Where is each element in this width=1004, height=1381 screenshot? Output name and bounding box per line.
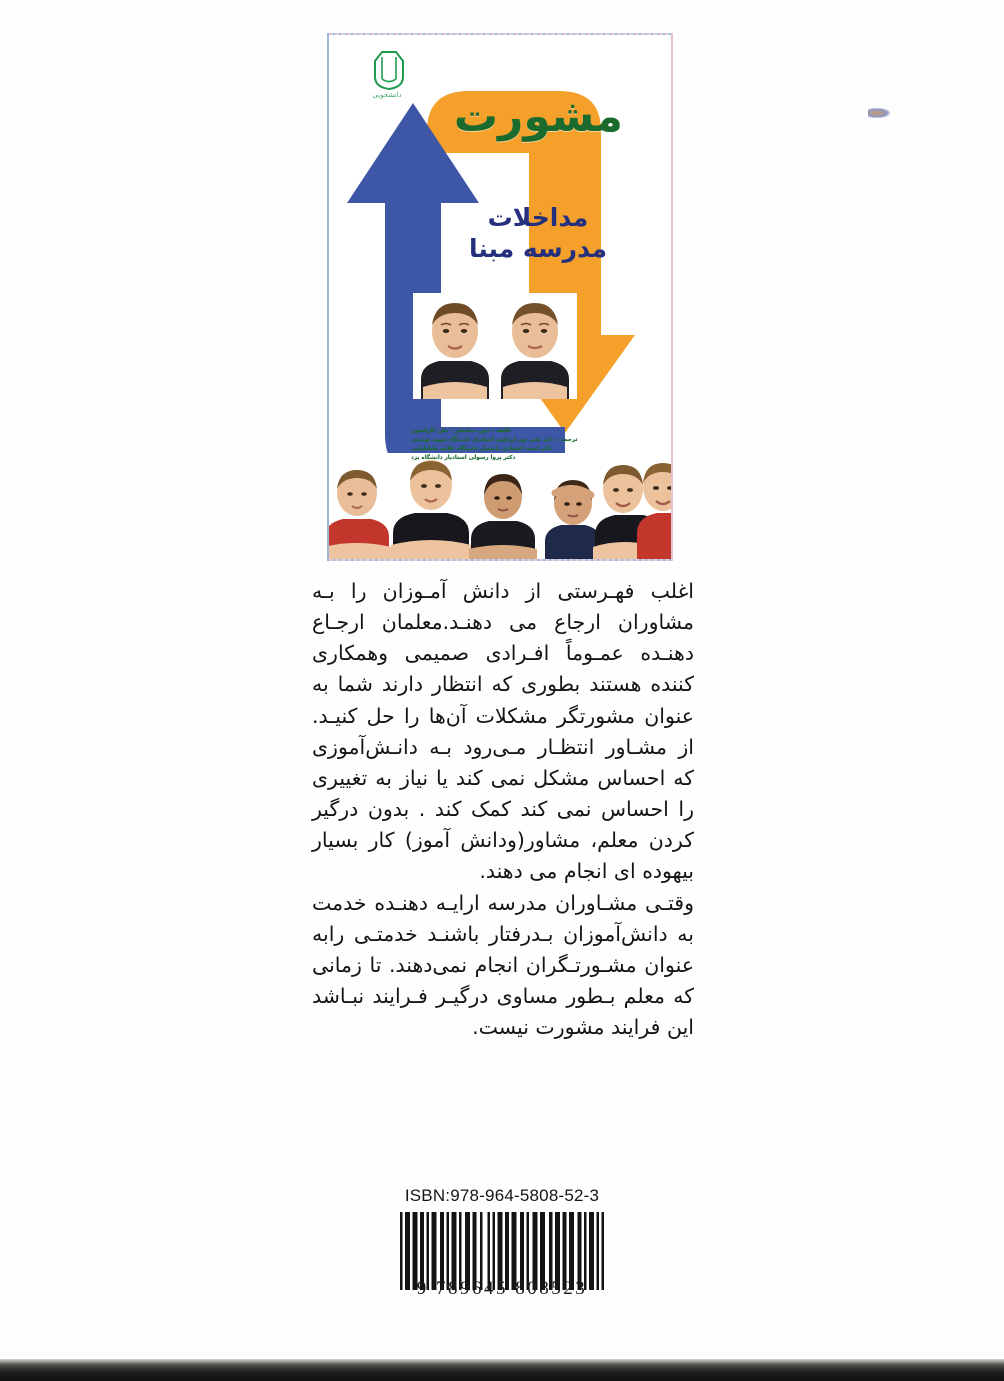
blurb-paragraph-1: اغلب فهـرستی از دانش آمـوزان را بـه مشاوران ارجاع می دهنـد.معلمان ارجـاع دهنـده عمـوماً افـرادی صمیمی وهمکاری کننده هستند بطوری که انتظار دارند شما به عنوان مشورتگر مشکلات آن‌ها را حل کنیـد. از مشـاور انتظـار مـی‌رود بـه دانـش‌آموزی که احساس مشکل نمی کند یا نیاز به تغییری را احساس نمی کند کمک کند . بدون درگیر کردن معلم، مشاور(ودانش آموز) کار بسیار بیهوده ای انجام می دهند. bbox=[312, 579, 694, 884]
cover-artwork bbox=[329, 35, 671, 559]
scanner-bottom-edge bbox=[0, 1359, 1004, 1381]
isbn-text: ISBN:978-964-5808-52-3 bbox=[404, 1186, 600, 1205]
scan-artifact-speck bbox=[868, 108, 890, 118]
cover-main-title: مشورت bbox=[453, 91, 623, 142]
credit-line-author: تالیف : دون دینکمایر - جان کارلسون bbox=[411, 428, 512, 434]
back-cover-blurb bbox=[312, 576, 694, 1043]
cover-subtitle bbox=[469, 203, 607, 264]
blurb-paragraph-2: وقتـی مشـاوران مدرسه ارایـه دهنـده خدمت به دانش‌آموزان بـدرفتار باشنـد خدمتـی رابه عنوان مشـورتـگران انجام نمی‌دهند. تا زمانی که معلم بـطور مساوی درگیـر فـرایند نبـاشد این فرایند مشورت نیست. bbox=[312, 890, 694, 1040]
publisher-logo-script: دانشجویی bbox=[372, 91, 402, 99]
credit-line-translator-3: دکتر پروا رسولی استادیار دانشگاه یزد bbox=[411, 455, 516, 462]
photo-two-boys bbox=[413, 293, 577, 399]
logo-book-base bbox=[382, 79, 396, 82]
book-cover-image bbox=[318, 24, 682, 570]
logo-book-pages bbox=[382, 57, 396, 79]
barcode-digits: 9 789645 808523 bbox=[416, 1278, 588, 1299]
isbn-barcode bbox=[400, 1212, 604, 1300]
credit-line-translator-1: ترجمه : دکتر تقی پور ابراهیم استادیار دانشگاه شهید بهشتی bbox=[411, 437, 578, 444]
publisher-logo bbox=[359, 43, 415, 115]
isbn-block bbox=[0, 1186, 1004, 1300]
cover-subtitle-line-2: مدرسه مبنا bbox=[468, 233, 607, 263]
credit-line-translator-2: دکتر احمد اعتمادی دانشیار دانشگاه علامه طباطبایی bbox=[411, 446, 553, 453]
cover-credits bbox=[411, 427, 611, 463]
logo-arch-outline bbox=[375, 52, 403, 89]
cover-subtitle-line-1: مداخلات bbox=[487, 203, 589, 232]
photo-children-strip bbox=[329, 453, 671, 559]
